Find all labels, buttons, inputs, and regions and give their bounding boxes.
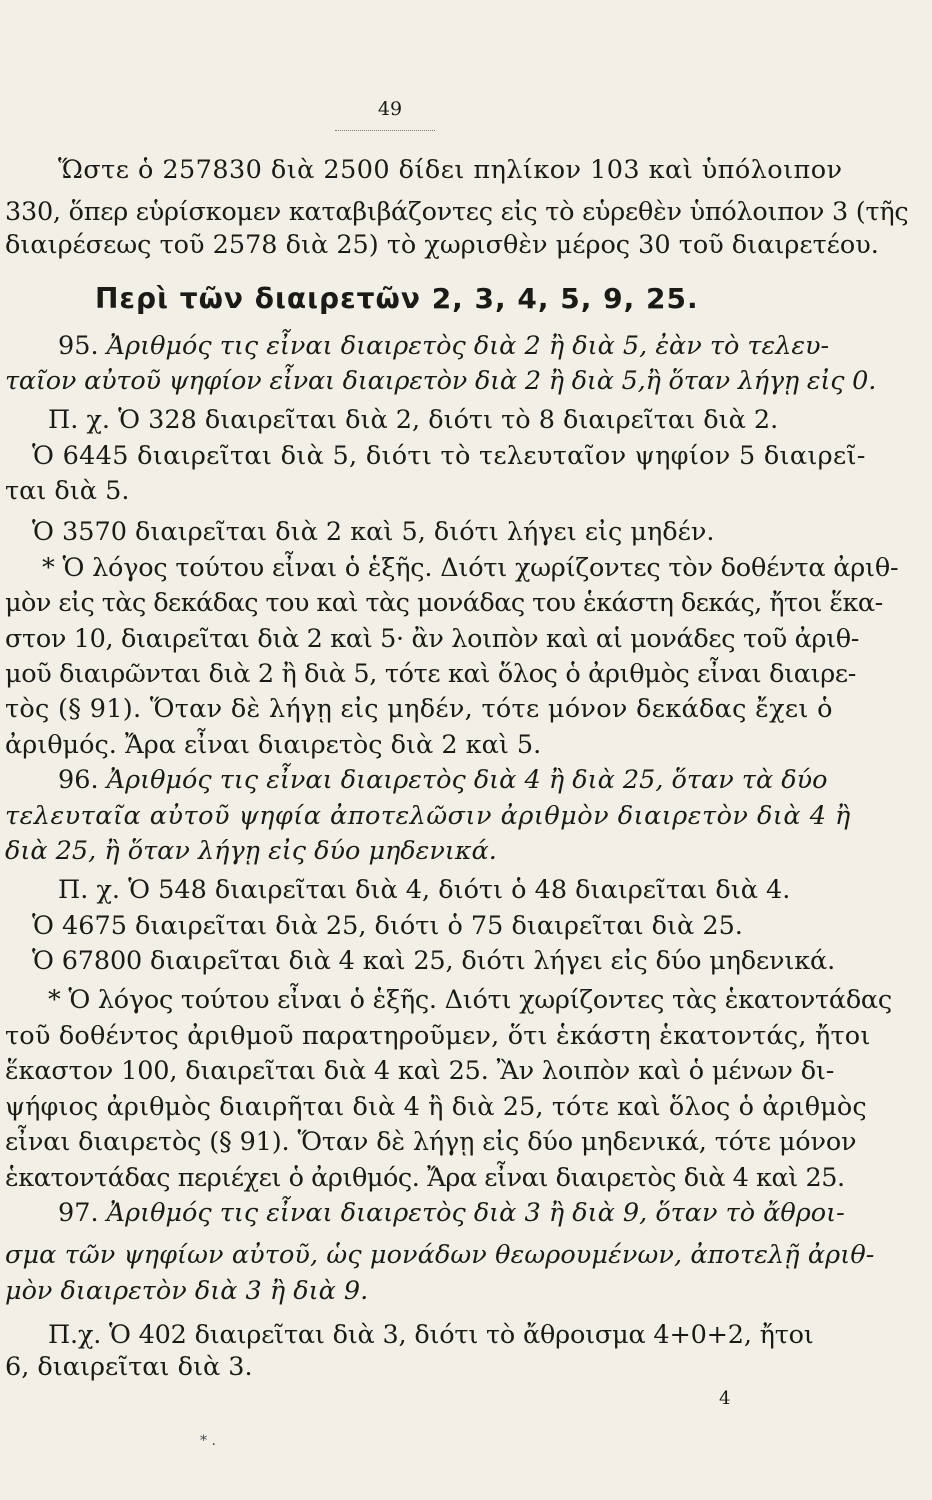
text-line: διαιρέσεως τοῦ 2578 διὰ 25) τὸ χωρισθὲν μέρος 30 τοῦ διαιρετέου. (5, 230, 879, 260)
paragraph-95-text (58, 331, 829, 361)
page-number: 49 (377, 98, 403, 120)
text-line: 6, διαιρεῖται διὰ 3. (5, 1352, 253, 1382)
paragraph-statement: Ἀριθμός τις εἶναι διαιρετὸς διὰ 2 ἢ διὰ 5, ἐὰν τὸ τελευ- (106, 331, 830, 361)
text-line: * Ὁ λόγος τούτου εἶναι ὁ ἑξῆς. Διότι χωρίζοντες τὸν δοθέντα ἀριθ- (42, 553, 899, 583)
header-rule (335, 130, 435, 131)
paragraph-96-text (58, 765, 827, 795)
text-line: Π. χ. Ὁ 328 διαιρεῖται διὰ 2, διότι τὸ 8 διαιρεῖται διὰ 2. (48, 405, 779, 435)
text-line: Π. χ. Ὁ 548 διαιρεῖται διὰ 4, διότι ὁ 48 διαιρεῖται διὰ 4. (58, 875, 791, 905)
text-line: ἕκαστον 100, διαιρεῖται διὰ 4 καὶ 25. Ἂν λοιπὸν καὶ ὁ μένων δι- (5, 1056, 835, 1086)
paragraph-97-text (58, 1198, 845, 1228)
paragraph-97-line-1 (0, 1198, 932, 1228)
paragraph-96-line-1 (0, 765, 932, 795)
text-line: Ὁ 67800 διαιρεῖται διὰ 4 καὶ 25, διότι λήγει εἰς δύο μηδενικά. (32, 946, 836, 976)
paragraph-number: 96. (58, 765, 107, 795)
text-line: στον 10, διαιρεῖται διὰ 2 καὶ 5· ἂν λοιπὸν καὶ αἱ μονάδες τοῦ ἀριθ- (5, 624, 860, 654)
text-line: μὸν εἰς τὰς δεκάδας του καὶ τὰς μονάδας του ἑκάστη δεκάς, ἤτοι ἕκα- (5, 588, 883, 618)
text-line: ταῖον αὐτοῦ ψηφίον εἶναι διαιρετὸν διὰ 2 ἢ διὰ 5,ἢ ὅταν λήγῃ εἰς 0. (5, 366, 877, 396)
text-line: 330, ὅπερ εὑρίσκομεν καταβιβάζοντες εἰς τὸ εὑρεθὲν ὑπόλοιπον 3 (τῆς (5, 197, 909, 227)
text-line: εἶναι διαιρετὸς (§ 91). Ὅταν δὲ λήγῃ εἰς δύο μηδενικά, τότε μόνον (5, 1127, 857, 1157)
text-line: ἀριθμός. Ἄρα εἶναι διαιρετὸς διὰ 2 καὶ 5. (5, 730, 542, 760)
paragraph-number: 95. (58, 331, 107, 361)
text-line: τοῦ δοθέντος ἀριθμοῦ παρατηροῦμεν, ὅτι ἑκάστη ἑκατοντάς, ἤτοι (5, 1021, 871, 1051)
bottom-mark: * . (200, 1433, 216, 1449)
section-heading: Περὶ τῶν διαιρετῶν 2, 3, 4, 5, 9, 25. (95, 282, 699, 315)
text-line: Π.χ. Ὁ 402 διαιρεῖται διὰ 3, διότι τὸ ἄθροισμα 4+0+2, ἤτοι (48, 1320, 814, 1350)
text-line: ται διὰ 5. (5, 476, 130, 506)
paragraph-number: 97. (58, 1198, 107, 1228)
text-line: μὸν διαιρετὸν διὰ 3 ἢ διὰ 9. (5, 1276, 369, 1306)
text-line: τελευταῖα αὐτοῦ ψηφία ἀποτελῶσιν ἀριθμὸν διαιρετὸν διὰ 4 ἢ (5, 801, 851, 831)
signature-mark: 4 (719, 1388, 731, 1409)
text-line: διὰ 25, ἢ ὅταν λήγῃ εἰς δύο μηδενικά. (5, 836, 497, 866)
text-line: Ὁ 4675 διαιρεῖται διὰ 25, διότι ὁ 75 διαιρεῖται διὰ 25. (32, 911, 743, 941)
paragraph-95-line-1 (0, 331, 932, 361)
text-line: * Ὁ λόγος τούτου εἶναι ὁ ἑξῆς. Διότι χωρίζοντες τὰς ἑκατοντάδας (48, 985, 892, 1015)
paragraph-statement: Ἀριθμός τις εἶναι διαιρετὸς διὰ 4 ἢ διὰ 25, ὅταν τὰ δύο (106, 765, 828, 795)
text-line: τὸς (§ 91). Ὅταν δὲ λήγῃ εἰς μηδέν, τότε μόνον δεκάδας ἔχει ὁ (5, 694, 833, 724)
text-line: Ὁ 6445 διαιρεῖται διὰ 5, διότι τὸ τελευταῖον ψηφίον 5 διαιρεῖ- (32, 441, 866, 471)
paragraph-statement: Ἀριθμός τις εἶναι διαιρετὸς διὰ 3 ἢ διὰ 9, ὅταν τὸ ἄθροι- (106, 1198, 845, 1228)
text-line: ἑκατοντάδας περιέχει ὁ ἀριθμός. Ἄρα εἶναι διαιρετὸς διὰ 4 καὶ 25. (5, 1163, 845, 1193)
text-line: μοῦ διαιρῶνται διὰ 2 ἢ διὰ 5, τότε καὶ ὅλος ὁ ἀριθμὸς εἶναι διαιρε- (5, 659, 857, 689)
text-line: Ὥστε ὁ 257830 διὰ 2500 δίδει πηλίκον 103 καὶ ὑπόλοιπον (58, 155, 843, 185)
text-line: σμα τῶν ψηφίων αὐτοῦ, ὡς μονάδων θεωρουμένων, ἀποτελῇ ἀριθ- (5, 1240, 875, 1270)
text-line: Ὁ 3570 διαιρεῖται διὰ 2 καὶ 5, διότι λήγει εἰς μηδέν. (32, 517, 715, 547)
text-line: ψήφιος ἀριθμὸς διαιρῆται διὰ 4 ἢ διὰ 25, τότε καὶ ὅλος ὁ ἀριθμὸς (5, 1092, 867, 1122)
